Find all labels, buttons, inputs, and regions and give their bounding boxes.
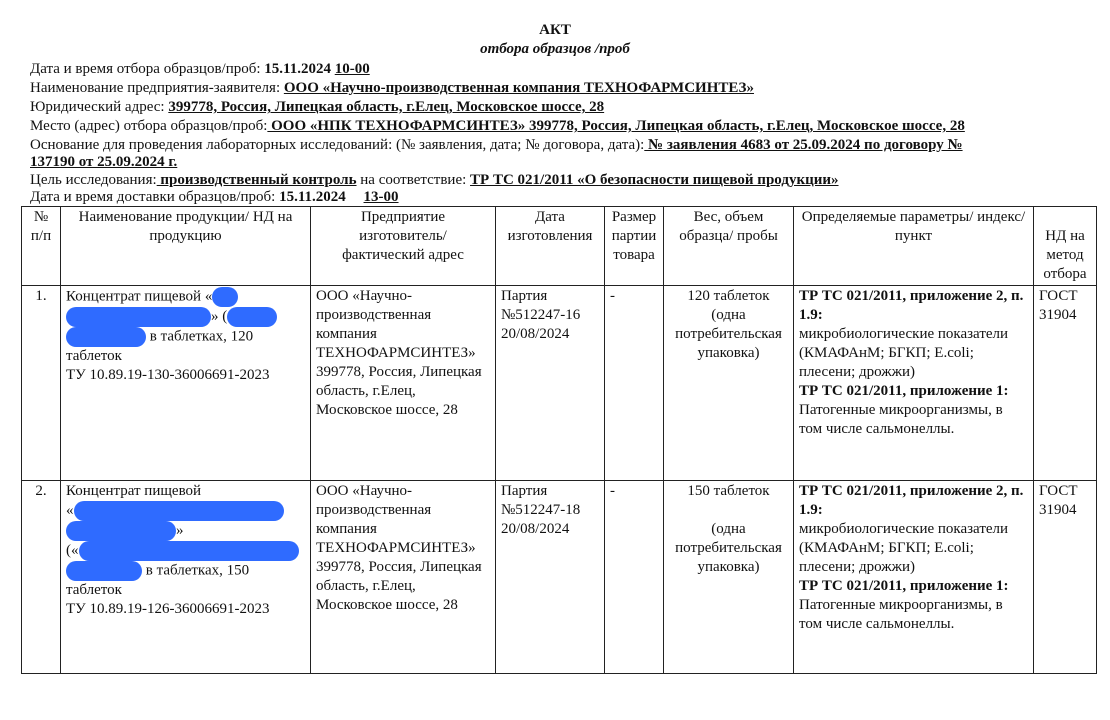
- row-date: Партия №512247-18 20/08/2024: [496, 481, 605, 674]
- basis-line-2: [30, 153, 177, 171]
- basis-value-2: 137190 от 25.09.2024 г.: [30, 154, 178, 170]
- row-date: Партия №512247-16 20/08/2024: [496, 286, 605, 481]
- sampling-place-value: ООО «НПК ТЕХНОФАРМСИНТЕЗ» 399778, Россия, Липецкая область, г.Елец, Московское шоссе, 28: [267, 118, 965, 134]
- product-name-part: таблеток: [66, 582, 122, 598]
- col-header-num: № п/п: [22, 207, 61, 286]
- basis-line: [30, 136, 963, 154]
- row-product: [61, 286, 311, 481]
- document-title: АКТ: [539, 22, 571, 38]
- col-header-batch: Размер партии товара: [605, 207, 664, 286]
- product-name-part: Концентрат пищевой: [66, 483, 202, 499]
- compliance-label: на соответствие:: [356, 172, 471, 188]
- redaction-mark: [212, 287, 238, 307]
- sampling-place-line: [30, 117, 965, 135]
- product-name-part: («: [66, 542, 79, 559]
- redaction-mark: [79, 541, 299, 561]
- row-method: ГОСТ 31904: [1034, 481, 1097, 674]
- table-row: [22, 286, 1097, 481]
- row-params: [794, 286, 1034, 481]
- row-maker: ООО «Научно-производственная компания ТЕХНОФАРМСИНТЕЗ» 399778, Россия, Липецкая область, г.Елец, Московское шоссе, 28: [311, 481, 496, 674]
- legal-address-label: Юридический адрес:: [30, 99, 165, 115]
- delivery-time: 13-00: [363, 189, 399, 205]
- product-tu: ТУ 10.89.19-130-36006691-2023: [66, 367, 270, 383]
- row-maker: ООО «Научно-производственная компания ТЕХНОФАРМСИНТЕЗ» 399778, Россия, Липецкая область, г.Елец, Московское шоссе, 28: [311, 286, 496, 481]
- col-header-weight: Вес, объем образца/ пробы: [664, 207, 794, 286]
- params-text-1: микробиологические показатели (КМАФАнМ; БГКП; E.coli; плесени; дрожжи): [799, 521, 1009, 575]
- purpose-label: Цель исследования:: [30, 172, 157, 188]
- compliance-value: ТР ТС 021/2011 «О безопасности пищевой продукции»: [470, 172, 839, 188]
- redaction-mark: [66, 561, 142, 581]
- sampling-date-label: Дата и время отбора образцов/проб:: [30, 61, 261, 77]
- params-ref-1: ТР ТС 021/2011, приложение 2, п. 1.9:: [799, 483, 1024, 518]
- legal-address-value: 399778, Россия, Липецкая область, г.Елец, Московское шоссе, 28: [168, 99, 605, 115]
- product-name-part: Концентрат пищевой «: [66, 288, 213, 305]
- row-num: 1.: [22, 286, 61, 481]
- product-name-part: «: [66, 502, 74, 519]
- redaction-mark: [66, 307, 211, 327]
- col-header-date: Дата изготовления: [496, 207, 605, 286]
- sampling-time-value: 10-00: [334, 61, 370, 77]
- company-value: ООО «Научно-производственная компания ТЕХНОФАРМСИНТЕЗ»: [283, 80, 754, 96]
- legal-address-line: [30, 98, 604, 116]
- samples-table: [21, 206, 1097, 674]
- redaction-mark: [74, 501, 284, 521]
- purpose-value: производственный контроль: [156, 172, 357, 188]
- delivery-label: Дата и время доставки образцов/проб:: [30, 189, 276, 205]
- row-params: [794, 481, 1034, 674]
- row-product: [61, 481, 311, 674]
- sampling-date-value: 15.11.2024: [264, 61, 331, 77]
- product-name-part: в таблетках, 120: [146, 328, 254, 345]
- col-header-product: Наименование продукции/ НД на продукцию: [61, 207, 311, 286]
- product-name-part: в таблетках, 150: [142, 562, 250, 579]
- table-header-row: [22, 207, 1097, 286]
- sampling-place-label: Место (адрес) отбора образцов/проб:: [30, 118, 268, 134]
- row-batch: -: [605, 481, 664, 674]
- product-name-part: » (: [211, 308, 228, 325]
- delivery-line: [30, 188, 399, 206]
- document-subtitle: отбора образцов /проб: [480, 41, 630, 57]
- row-weight: [664, 481, 794, 674]
- col-header-method: НД на метод отбора: [1034, 207, 1097, 286]
- product-name-part: таблеток: [66, 348, 122, 364]
- params-text-2: Патогенные микроорганизмы, в том числе сальмонеллы.: [799, 597, 1003, 632]
- params-text-1: микробиологические показатели (КМАФАнМ; БГКП; E.coli; плесени; дрожжи): [799, 326, 1009, 380]
- col-header-maker: Предприятие изготовитель/ фактический адрес: [311, 207, 496, 286]
- product-tu: ТУ 10.89.19-126-36006691-2023: [66, 601, 270, 617]
- basis-value-1: № заявления 4683 от 25.09.2024 по договору №: [644, 137, 963, 153]
- company-line: [30, 79, 754, 97]
- params-ref-1: ТР ТС 021/2011, приложение 2, п. 1.9:: [799, 288, 1024, 323]
- redaction-mark: [66, 327, 146, 347]
- product-name-part: »: [176, 522, 184, 539]
- row-method: ГОСТ 31904: [1034, 286, 1097, 481]
- weight-amount: 150 таблеток: [687, 483, 770, 499]
- row-batch: -: [605, 286, 664, 481]
- basis-label: Основание для проведения лабораторных исследований: (№ заявления, дата; № договора, дата):: [30, 137, 645, 153]
- delivery-date: 15.11.2024: [279, 189, 346, 205]
- sampling-date-line: [30, 60, 370, 78]
- redaction-mark: [227, 307, 277, 327]
- purpose-line: [30, 171, 839, 189]
- weight-note: (одна потребительская упаковка): [675, 521, 782, 575]
- table-row: [22, 481, 1097, 674]
- redaction-mark: [66, 521, 176, 541]
- params-text-2: Патогенные микроорганизмы, в том числе сальмонеллы.: [799, 402, 1003, 437]
- params-ref-2: ТР ТС 021/2011, приложение 1:: [799, 578, 1009, 594]
- company-label: Наименование предприятия-заявителя:: [30, 80, 281, 96]
- col-header-params: Определяемые параметры/ индекс/пункт: [794, 207, 1034, 286]
- row-weight: 120 таблеток (одна потребительская упаковка): [664, 286, 794, 481]
- params-ref-2: ТР ТС 021/2011, приложение 1:: [799, 383, 1009, 399]
- row-num: 2.: [22, 481, 61, 674]
